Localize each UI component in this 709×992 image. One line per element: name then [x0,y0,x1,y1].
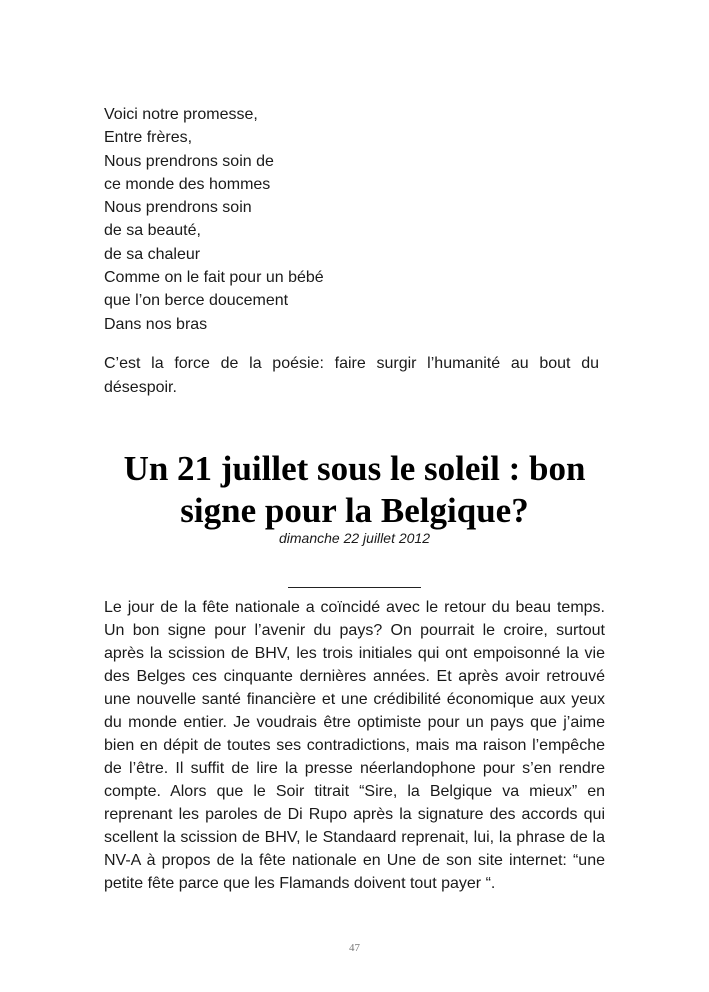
article-line: Le jour de la fête nationale a coïncidé avec le retour du beau temps. [104,599,605,616]
poem-line: que l’on berce doucement [104,292,289,310]
article-date: dimanche 22 juillet 2012 [279,530,430,546]
poem-line: Nous prendrons soin de [104,152,274,170]
poem-line: Nous prendrons soin [104,199,252,217]
poem-line: Entre frères, [104,129,193,147]
article-line: du monde entier. Je voudrais être optimiste pour un pays que j’aime [104,714,605,731]
article-line: scellent la scission de BHV, le Standaard reprenait, lui, la phrase de la [104,829,605,846]
lead-paragraph: C’est la force de la poésie: faire surgir l’humanité au bout du désespoir. [104,355,599,396]
poem [104,103,604,336]
article-title [60,448,649,532]
poem-line: de sa beauté, [104,222,201,240]
article-body [104,596,605,895]
poem-line: ce monde des hommes [104,175,271,193]
article-line: NV-A à propos de la fête nationale en Une de son site internet: “une [104,852,605,869]
article-line: des Belges ces cinquante dernières années. Et après avoir retrouvé [104,668,605,685]
poem-line: Comme on le fait pour un bébé [104,269,324,287]
article-line: petite fête parce que les Flamands doivent tout payer “. [104,875,496,892]
article-title-line-1: Un 21 juillet sous le soleil : bon [123,449,586,488]
poem-line: Dans nos bras [104,315,208,333]
article-line: compte. Alors que le Soir titrait “Sire, la Belgique va mieux” en [104,783,605,800]
article-line: Un bon signe pour l’avenir du pays? On pourrait le croire, surtout [104,622,605,639]
article-title-line-2: signe pour la Belgique? [180,491,529,530]
poem-line: de sa chaleur [104,245,201,263]
poem-line: Voici notre promesse, [104,106,258,123]
page-number: 47 [349,942,360,954]
separator-rule [288,587,421,588]
article-line: une nouvelle santé financière et une crédibilité économique aux yeux [104,691,605,708]
article-line: reprenant les paroles de Di Rupo après la signature des accords qui [104,806,605,823]
article-line: après la scission de BHV, les trois initiales qui ont empoisonné la vie [104,645,605,662]
article-line: bien en dépit de toutes ses contradictions, mais ma raison l’empêche [104,737,605,754]
article-line: de l’être. Il suffit de lire la presse néerlandophone pour s’en rendre [104,760,605,777]
